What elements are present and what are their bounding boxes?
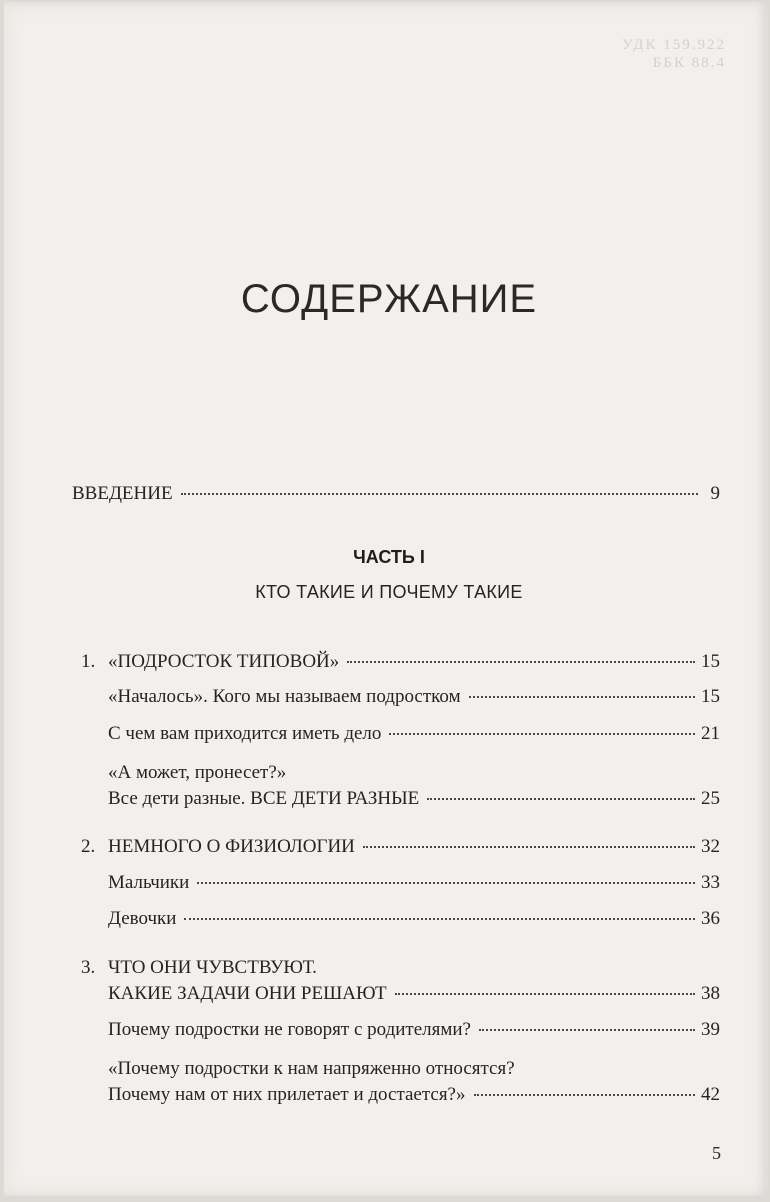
toc-entry-intro[interactable] xyxy=(72,483,720,505)
page-title: СОДЕРЖАНИЕ xyxy=(240,277,538,321)
toc-chapter-1[interactable] xyxy=(108,651,720,673)
toc-entry-title: ВВЕДЕНИЕ xyxy=(72,483,173,504)
dot-leader xyxy=(197,882,695,884)
dot-leader xyxy=(181,493,698,495)
toc-section-title-line1: «Почему подростки к нам напряженно относятся? xyxy=(108,1058,515,1079)
bleed-line-2: ББК 88.4 xyxy=(652,55,726,71)
toc-section[interactable] xyxy=(108,723,720,745)
toc-section-title: Девочки xyxy=(108,908,177,929)
toc-page-number: 38 xyxy=(701,983,720,1004)
toc-page-number: 9 xyxy=(710,483,720,504)
page-number: 5 xyxy=(712,1143,721,1163)
dot-leader xyxy=(427,798,695,800)
chapter-number: 3. xyxy=(81,957,96,978)
toc-section-title: Мальчики xyxy=(108,872,190,893)
chapter-number: 1. xyxy=(81,651,96,672)
toc-section[interactable] xyxy=(108,686,720,708)
toc-page-number: 42 xyxy=(701,1084,720,1105)
toc-chapter-title-line2: КАКИЕ ЗАДАЧИ ОНИ РЕШАЮТ xyxy=(108,983,387,1004)
toc-page-number: 15 xyxy=(701,651,720,672)
toc-chapter-2[interactable] xyxy=(108,836,720,858)
dot-leader xyxy=(395,993,695,995)
dot-leader xyxy=(474,1094,696,1096)
toc-section-title: «Началось». Кого мы называем подростком xyxy=(108,686,461,707)
toc-section[interactable] xyxy=(108,908,720,930)
dot-leader xyxy=(363,846,695,848)
toc-section-title-line2: Почему нам от них прилетает и достается?» xyxy=(108,1084,466,1105)
toc-page-number: 36 xyxy=(701,908,720,929)
dot-leader xyxy=(389,733,695,735)
toc-section-title-line2: Все дети разные. ВСЕ ДЕТИ РАЗНЫЕ xyxy=(108,788,420,809)
toc-section-title-line1: «А может, пронесет?» xyxy=(108,762,287,783)
toc-page-number: 39 xyxy=(701,1019,720,1040)
toc-chapter-title-line1: ЧТО ОНИ ЧУВСТВУЮТ. xyxy=(108,957,317,978)
toc-section[interactable] xyxy=(108,1084,720,1106)
toc-section[interactable] xyxy=(108,872,720,894)
dot-leader xyxy=(184,918,695,920)
part-label: ЧАСТЬ I xyxy=(353,547,425,567)
toc-page-number: 21 xyxy=(701,723,720,744)
part-title: КТО ТАКИЕ И ПОЧЕМУ ТАКИЕ xyxy=(255,582,523,602)
bleed-through-text xyxy=(622,36,726,72)
toc-section-title: С чем вам приходится иметь дело xyxy=(108,723,382,744)
toc-page-number: 32 xyxy=(701,836,720,857)
dot-leader xyxy=(347,661,695,663)
toc-page-number: 33 xyxy=(701,872,720,893)
toc-chapter-title: «ПОДРОСТОК ТИПОВОЙ» xyxy=(108,651,340,672)
toc-page-number: 15 xyxy=(701,686,720,707)
toc-chapter-title: НЕМНОГО О ФИЗИОЛОГИИ xyxy=(108,836,355,857)
dot-leader xyxy=(469,696,695,698)
book-page xyxy=(4,2,768,1196)
toc-section[interactable] xyxy=(108,1019,720,1041)
toc-section[interactable] xyxy=(108,788,720,810)
toc-section-title: Почему подростки не говорят с родителями? xyxy=(108,1019,471,1040)
chapter-number: 2. xyxy=(81,836,96,857)
toc-chapter-3[interactable] xyxy=(108,983,720,1005)
dot-leader xyxy=(479,1029,695,1031)
toc-page-number: 25 xyxy=(701,788,720,809)
bleed-line-1: УДК 159.922 xyxy=(622,37,726,53)
